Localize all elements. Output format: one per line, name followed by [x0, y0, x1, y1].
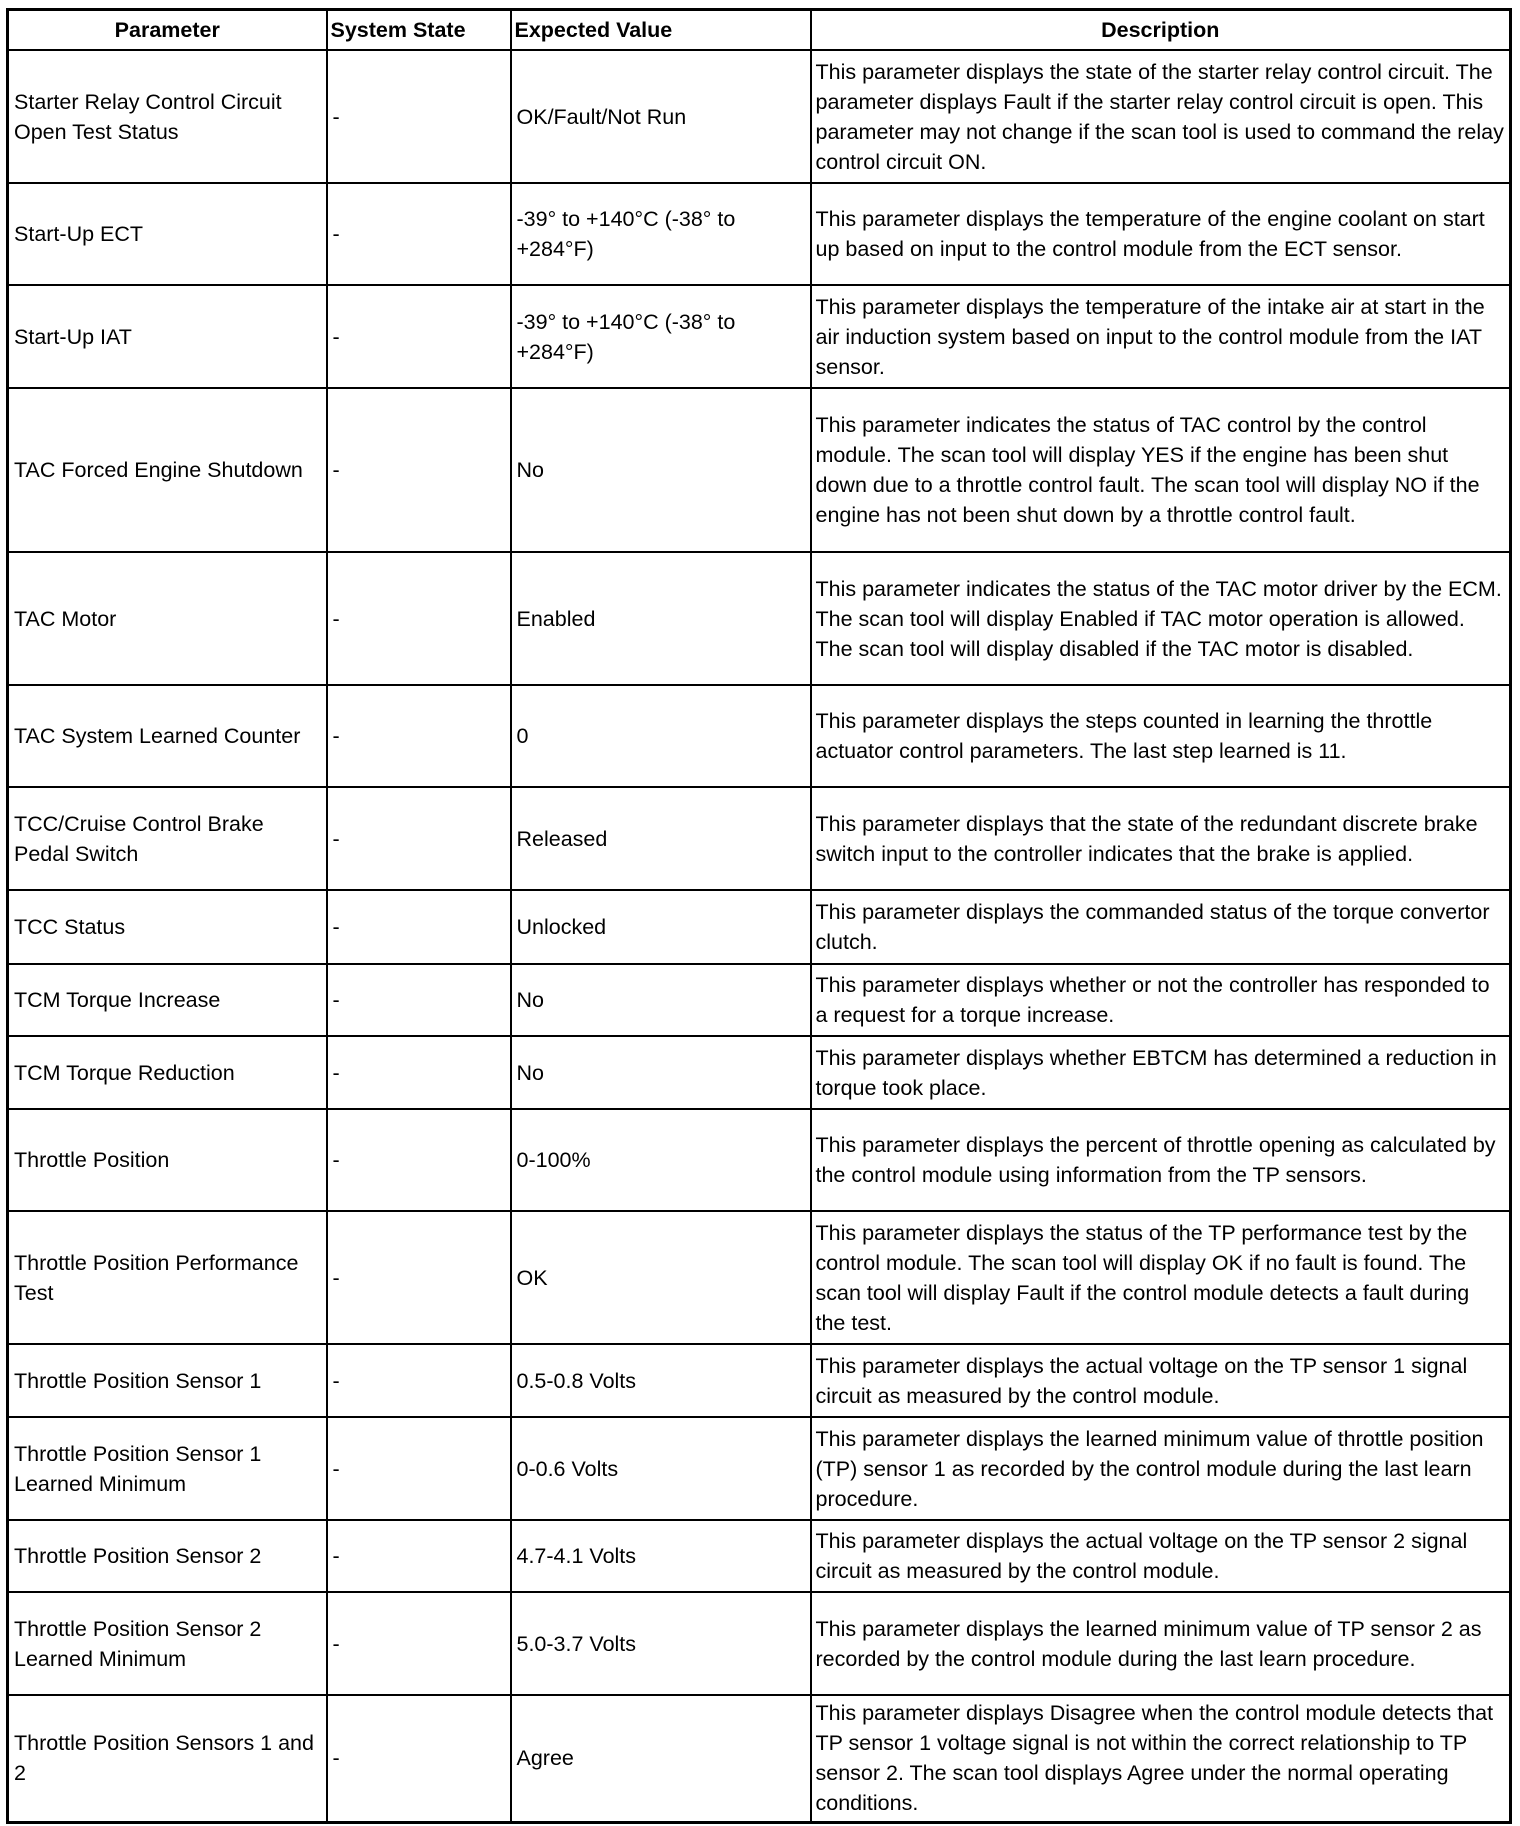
table-row [8, 1417, 1511, 1520]
parameter-cell: Starter Relay Control Circuit Open Test Status [8, 50, 327, 183]
system-state-cell: - [327, 1520, 511, 1592]
description-cell: This parameter displays the temperature of the engine coolant on start up based on input to the control module from the ECT sensor. [811, 183, 1511, 285]
table-row [8, 1211, 1511, 1344]
parameter-cell: TCC/Cruise Control Brake Pedal Switch [8, 787, 327, 890]
system-state-cell: - [327, 1109, 511, 1211]
description-cell: This parameter displays whether or not the controller has responded to a request for a torque increase. [811, 964, 1511, 1036]
parameter-cell: TCM Torque Reduction [8, 1036, 327, 1109]
description-cell: This parameter displays the learned minimum value of throttle position (TP) sensor 1 as recorded by the control module during the last learn procedure. [811, 1417, 1511, 1520]
parameter-cell: Start-Up ECT [8, 183, 327, 285]
expected-value-cell: No [511, 964, 811, 1036]
expected-value-cell: 0.5-0.8 Volts [511, 1344, 811, 1417]
parameter-cell: Throttle Position Sensor 1 [8, 1344, 327, 1417]
expected-value-cell: -39° to +140°C (-38° to +284°F) [511, 183, 811, 285]
table-row [8, 50, 1511, 183]
table-row [8, 1520, 1511, 1592]
table-row [8, 890, 1511, 964]
system-state-cell: - [327, 1695, 511, 1822]
expected-value-cell: -39° to +140°C (-38° to +284°F) [511, 285, 811, 388]
parameter-cell: TCC Status [8, 890, 327, 964]
expected-value-cell: Agree [511, 1695, 811, 1822]
system-state-cell: - [327, 285, 511, 388]
expected-value-cell: No [511, 388, 811, 552]
description-cell: This parameter displays the actual voltage on the TP sensor 1 signal circuit as measured by the control module. [811, 1344, 1511, 1417]
expected-value-cell: Released [511, 787, 811, 890]
parameter-cell: TCM Torque Increase [8, 964, 327, 1036]
table-row [8, 285, 1511, 388]
description-cell: This parameter indicates the status of the TAC motor driver by the ECM. The scan tool will display Enabled if TAC motor operation is allowed. The scan tool will display disabled if the TAC motor is disabled. [811, 552, 1511, 685]
description-cell: This parameter displays the status of the TP performance test by the control module. The scan tool will display OK if no fault is found. The scan tool will display Fault if the control module detects a fault during the test. [811, 1211, 1511, 1344]
header-parameter: Parameter [8, 10, 327, 51]
table-row [8, 1109, 1511, 1211]
system-state-cell: - [327, 890, 511, 964]
system-state-cell: - [327, 1211, 511, 1344]
expected-value-cell: OK [511, 1211, 811, 1344]
table-row [8, 787, 1511, 890]
expected-value-cell: Unlocked [511, 890, 811, 964]
parameter-cell: Throttle Position Sensor 2 Learned Minimum [8, 1592, 327, 1695]
system-state-cell: - [327, 1036, 511, 1109]
parameter-cell: TAC Forced Engine Shutdown [8, 388, 327, 552]
description-cell: This parameter displays Disagree when the control module detects that TP sensor 1 voltage signal is not within the correct relationship to TP sensor 2. The scan tool displays Agree under the normal operating conditions. [811, 1695, 1511, 1822]
header-system-state: System State [327, 10, 511, 51]
parameter-cell: Throttle Position Performance Test [8, 1211, 327, 1344]
description-cell: This parameter displays the state of the starter relay control circuit. The parameter displays Fault if the starter relay control circuit is open. This parameter may not change if the scan tool is used to command the relay control circuit ON. [811, 50, 1511, 183]
parameter-cell: Throttle Position Sensors 1 and 2 [8, 1695, 327, 1822]
system-state-cell: - [327, 552, 511, 685]
expected-value-cell: OK/Fault/Not Run [511, 50, 811, 183]
expected-value-cell: Enabled [511, 552, 811, 685]
header-row [8, 10, 1511, 51]
header-description: Description [811, 10, 1511, 51]
parameter-cell: TAC Motor [8, 552, 327, 685]
table-row [8, 388, 1511, 552]
table-row [8, 552, 1511, 685]
system-state-cell: - [327, 964, 511, 1036]
expected-value-cell: 5.0-3.7 Volts [511, 1592, 811, 1695]
expected-value-cell: 0-0.6 Volts [511, 1417, 811, 1520]
description-cell: This parameter indicates the status of TAC control by the control module. The scan tool will display YES if the engine has been shut down due to a throttle control fault. The scan tool will display NO if the engine has not been shut down by a throttle control fault. [811, 388, 1511, 552]
system-state-cell: - [327, 685, 511, 787]
parameter-cell: Throttle Position Sensor 2 [8, 1520, 327, 1592]
expected-value-cell: 4.7-4.1 Volts [511, 1520, 811, 1592]
system-state-cell: - [327, 50, 511, 183]
parameter-table [6, 8, 1512, 1824]
parameter-cell: TAC System Learned Counter [8, 685, 327, 787]
table-row [8, 183, 1511, 285]
description-cell: This parameter displays the actual voltage on the TP sensor 2 signal circuit as measured by the control module. [811, 1520, 1511, 1592]
description-cell: This parameter displays the steps counted in learning the throttle actuator control parameters. The last step learned is 11. [811, 685, 1511, 787]
system-state-cell: - [327, 183, 511, 285]
system-state-cell: - [327, 388, 511, 552]
description-cell: This parameter displays the percent of throttle opening as calculated by the control module using information from the TP sensors. [811, 1109, 1511, 1211]
description-cell: This parameter displays the commanded status of the torque convertor clutch. [811, 890, 1511, 964]
description-cell: This parameter displays that the state of the redundant discrete brake switch input to the controller indicates that the brake is applied. [811, 787, 1511, 890]
table-row [8, 1695, 1511, 1822]
description-cell: This parameter displays whether EBTCM has determined a reduction in torque took place. [811, 1036, 1511, 1109]
system-state-cell: - [327, 1592, 511, 1695]
table-row [8, 685, 1511, 787]
table-row [8, 1592, 1511, 1695]
header-expected-value: Expected Value [511, 10, 811, 51]
table-row [8, 1036, 1511, 1109]
expected-value-cell: 0 [511, 685, 811, 787]
system-state-cell: - [327, 1344, 511, 1417]
table-body [8, 50, 1511, 1822]
system-state-cell: - [327, 1417, 511, 1520]
table-row [8, 1344, 1511, 1417]
table-row [8, 964, 1511, 1036]
parameter-cell: Throttle Position Sensor 1 Learned Minimum [8, 1417, 327, 1520]
expected-value-cell: 0-100% [511, 1109, 811, 1211]
system-state-cell: - [327, 787, 511, 890]
description-cell: This parameter displays the learned minimum value of TP sensor 2 as recorded by the control module during the last learn procedure. [811, 1592, 1511, 1695]
expected-value-cell: No [511, 1036, 811, 1109]
parameter-cell: Throttle Position [8, 1109, 327, 1211]
description-cell: This parameter displays the temperature of the intake air at start in the air induction system based on input to the control module from the IAT sensor. [811, 285, 1511, 388]
parameter-cell: Start-Up IAT [8, 285, 327, 388]
